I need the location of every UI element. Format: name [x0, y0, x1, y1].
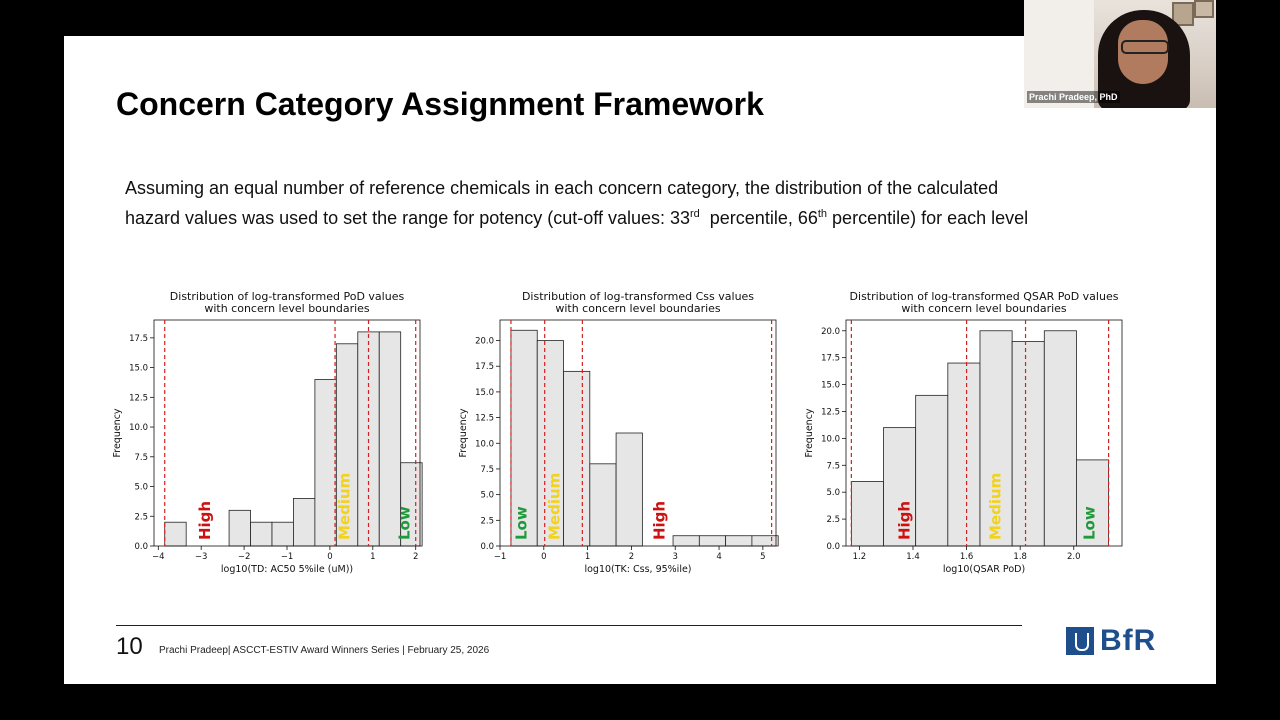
y-tick-label: 10.0: [129, 423, 148, 434]
slide-title: Concern Category Assignment Framework: [116, 86, 764, 122]
x-tick-label: −3: [194, 552, 208, 562]
y-tick-label: 15.0: [475, 387, 494, 398]
chart-title: Distribution of log-transformed QSAR PoD values: [849, 290, 1119, 303]
histogram-bar: [1012, 342, 1044, 546]
superscript-th: th: [817, 208, 828, 220]
y-tick-label: 12.5: [821, 407, 840, 418]
slide-number: 10: [116, 633, 143, 660]
y-tick-label: 15.0: [821, 380, 840, 391]
y-tick-label: 12.5: [475, 413, 494, 424]
webcam-tile[interactable]: [1024, 0, 1216, 108]
wall-frame-icon: [1194, 0, 1214, 18]
chart-title: Distribution of log-transformed PoD values: [169, 290, 405, 303]
concern-level-label: High: [895, 500, 914, 540]
histogram-bar: [315, 379, 336, 546]
concern-level-label: High: [650, 500, 669, 540]
chart-pod-svg: [110, 290, 440, 580]
x-tick-label: 0: [541, 552, 547, 562]
x-tick-label: 2.0: [1067, 552, 1081, 562]
y-tick-label: 17.5: [129, 333, 148, 344]
x-tick-label: −4: [152, 552, 165, 562]
body-line-2-mid: percentile, 66: [699, 208, 818, 228]
x-tick-label: 0: [327, 552, 333, 562]
histogram-bar: [916, 395, 948, 546]
histogram-bar: [699, 536, 725, 546]
body-line-2-post: percentile) for each level: [827, 208, 1029, 228]
x-axis-label: log10(QSAR PoD): [942, 564, 1026, 575]
x-tick-label: 1.4: [906, 552, 920, 562]
concern-level-label: Low: [1080, 506, 1099, 540]
chart-title: with concern level boundaries: [204, 302, 370, 315]
y-tick-label: 20.0: [821, 326, 840, 337]
bfr-logo: [1066, 626, 1156, 656]
y-tick-label: 17.5: [475, 362, 494, 373]
y-tick-label: 10.0: [475, 439, 494, 450]
histogram-bar: [293, 498, 314, 546]
slide: [64, 36, 1216, 684]
histogram-bar: [1044, 331, 1076, 546]
x-tick-label: −1: [493, 552, 507, 562]
x-tick-label: 1.2: [852, 552, 867, 562]
chart-title: Distribution of log-transformed Css values: [521, 290, 755, 303]
y-tick-label: 5.0: [480, 490, 494, 501]
y-tick-label: 2.5: [826, 515, 840, 526]
x-tick-label: 5: [760, 552, 766, 562]
histogram-bar: [948, 363, 980, 546]
y-tick-label: 12.5: [129, 393, 148, 404]
x-tick-label: −2: [237, 552, 251, 562]
concern-level-label: Medium: [335, 472, 354, 540]
histogram-bar: [165, 522, 186, 546]
chart-css-svg: [456, 290, 796, 580]
footer-divider: [116, 625, 1022, 626]
chart-css: [456, 290, 796, 585]
bfr-logo-icon: [1066, 627, 1094, 655]
concern-level-label: Low: [512, 506, 531, 540]
chart-qsar-svg: [802, 290, 1142, 580]
concern-level-label: Low: [395, 506, 414, 540]
histogram-bar: [590, 464, 616, 546]
y-tick-label: 2.5: [134, 512, 148, 523]
y-tick-label: 7.5: [480, 464, 494, 475]
y-tick-label: 10.0: [821, 434, 840, 445]
histogram-bar: [251, 522, 272, 546]
glasses-icon: [1121, 40, 1169, 54]
chart-pod: [110, 290, 440, 585]
y-axis-label: Frequency: [458, 408, 469, 458]
slide-body-text: [125, 175, 1165, 231]
y-tick-label: 7.5: [826, 461, 840, 472]
y-axis-label: Frequency: [112, 408, 123, 458]
y-tick-label: 0.0: [826, 542, 840, 552]
y-tick-label: 20.0: [475, 336, 494, 347]
body-line-2-pre: hazard values was used to set the range for potency (cut-off values: 33: [125, 208, 690, 228]
y-tick-label: 7.5: [134, 452, 148, 463]
x-tick-label: 3: [672, 552, 678, 562]
histogram-bar: [752, 536, 778, 546]
x-tick-label: 1.8: [1013, 552, 1027, 562]
x-tick-label: 2: [412, 552, 419, 562]
slide-footer: Prachi Pradeep| ASCCT-ESTIV Award Winners Series | February 25, 2026: [159, 645, 490, 656]
y-tick-label: 5.0: [826, 488, 840, 499]
y-axis-label: Frequency: [804, 408, 815, 458]
histogram-bar: [726, 536, 752, 546]
histogram-bar: [564, 371, 590, 546]
x-tick-label: 1.6: [959, 552, 974, 562]
y-tick-label: 0.0: [134, 542, 148, 552]
x-tick-label: 1: [584, 552, 591, 562]
histogram-bar: [229, 510, 250, 546]
histogram-bar: [673, 536, 699, 546]
concern-level-label: Medium: [986, 472, 1005, 540]
y-tick-label: 5.0: [134, 482, 148, 493]
x-axis-label: log10(TK: Css, 95%ile): [584, 564, 692, 575]
concern-level-label: Medium: [545, 472, 564, 540]
y-tick-label: 0.0: [480, 542, 494, 552]
bfr-logo-text: BfR: [1100, 624, 1157, 657]
superscript-rd: rd: [690, 208, 700, 220]
chart-title: with concern level boundaries: [901, 302, 1067, 315]
x-axis-label: log10(TD: AC50 5%ile (uM)): [220, 564, 354, 575]
histogram-bar: [851, 481, 883, 546]
body-line-1: Assuming an equal number of reference chemicals in each concern category, the distribution of the calculated: [125, 178, 999, 198]
y-tick-label: 2.5: [480, 516, 494, 527]
y-tick-label: 17.5: [821, 353, 840, 364]
y-tick-label: 15.0: [129, 363, 148, 374]
x-tick-label: 4: [716, 552, 722, 562]
x-tick-label: 2: [628, 552, 635, 562]
histogram-bar: [272, 522, 293, 546]
concern-level-label: High: [195, 500, 214, 540]
x-tick-label: 1: [370, 552, 376, 562]
participant-name: Prachi Pradeep, PhD: [1029, 92, 1118, 102]
x-tick-label: −1: [280, 552, 294, 562]
histogram-bar: [616, 433, 642, 546]
chart-qsar: [802, 290, 1142, 585]
chart-title: with concern level boundaries: [555, 302, 721, 315]
